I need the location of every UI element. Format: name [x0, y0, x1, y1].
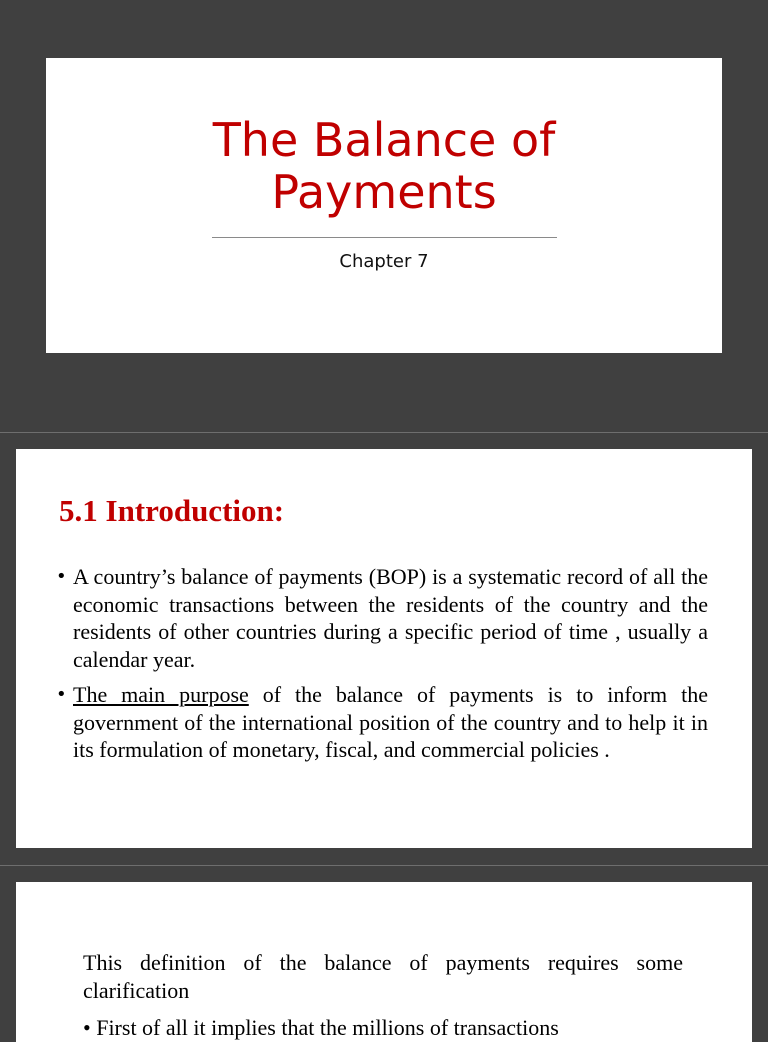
paragraph-text: This definition of the balance of payments requires some clarification — [83, 950, 683, 1003]
bullet-item — [56, 681, 708, 764]
slide-subtitle: Chapter 7 — [339, 251, 429, 272]
bullet-text: of the balance of payments is to inform the government of the international position of the country and to help it in its formulation of monetary, fiscal, and commercial policies . — [73, 682, 708, 762]
slide-title-line-1: The Balance of — [212, 113, 556, 167]
bullet-text-partial: • First of all it implies that the millions of transactions — [83, 1015, 559, 1040]
section-heading: 5.1 Introduction: — [59, 493, 285, 528]
bullet-text: A country’s balance of payments (BOP) is a systematic record of all the economic transactions between the residents of the country and the residents of other countries during a specific period of time , usually a calendar year. — [73, 564, 708, 672]
definition-slide — [16, 882, 752, 1042]
introduction-slide — [16, 449, 752, 848]
bullet-icon: • — [56, 566, 67, 587]
slide-title-line-2: Payments — [271, 165, 497, 219]
slide-separator — [0, 865, 768, 866]
bullet-icon: • — [56, 684, 67, 705]
slide-title — [46, 114, 722, 218]
underlined-phrase: The main purpose — [73, 682, 249, 707]
slide-separator — [0, 432, 768, 433]
title-slide — [46, 58, 722, 353]
bullet-item — [56, 563, 708, 673]
bullet-list — [56, 563, 708, 764]
title-divider — [212, 237, 557, 238]
